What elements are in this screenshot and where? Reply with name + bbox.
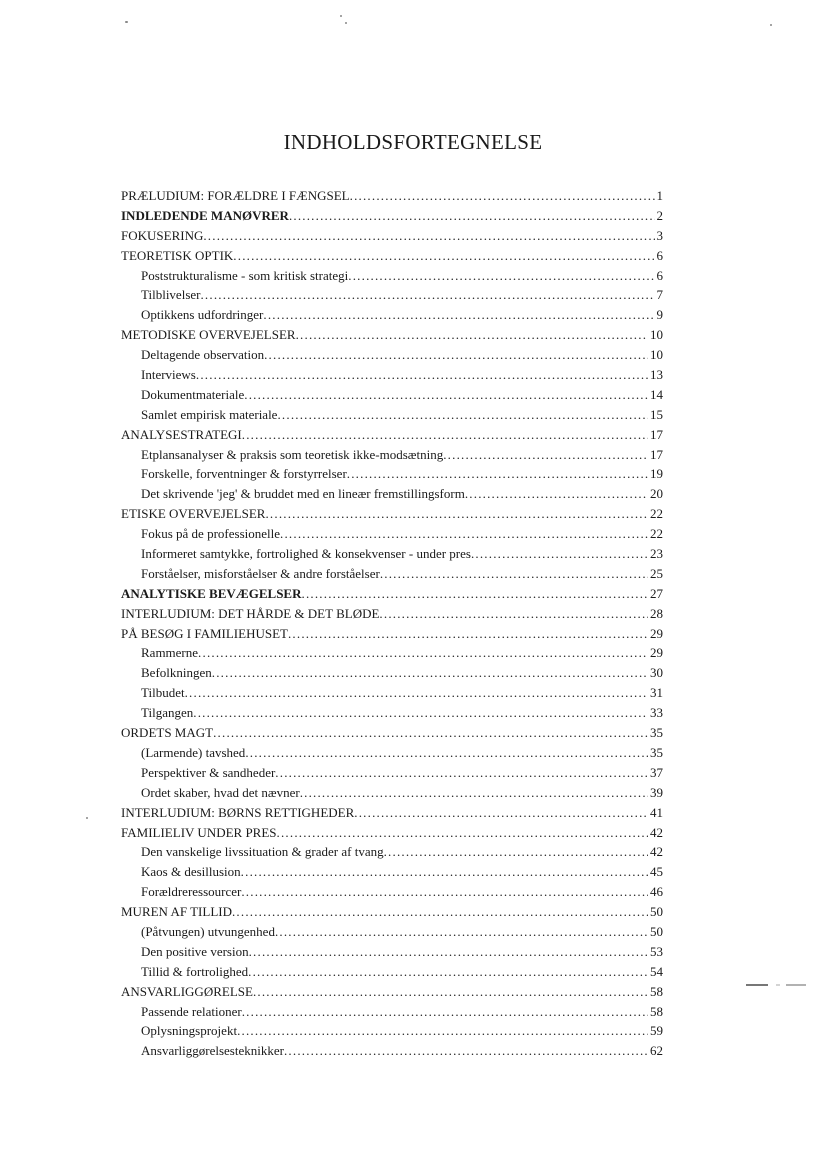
toc-entry bbox=[121, 584, 663, 604]
toc-entry bbox=[121, 962, 663, 982]
toc-entry-label: Rammerne bbox=[141, 645, 199, 661]
toc-entry bbox=[121, 823, 663, 843]
toc-entry-page-number: 58 bbox=[650, 1003, 663, 1019]
toc-dot-leader bbox=[354, 803, 648, 823]
toc-entry-label: Informeret samtykke, fortrolighed & konsekvenser - under pres bbox=[141, 546, 471, 562]
toc-entry bbox=[121, 206, 663, 226]
scan-edge-mark bbox=[746, 983, 806, 987]
toc-dot-leader bbox=[300, 783, 648, 803]
toc-dot-leader bbox=[244, 385, 648, 405]
toc-entry-label: Den vanskelige livssituation & grader af tvang bbox=[141, 844, 384, 860]
toc-entry-label: Tilbudet bbox=[141, 685, 185, 701]
toc-entry-label: Ansvarliggørelsesteknikker bbox=[141, 1043, 284, 1059]
toc-entry-page-number: 35 bbox=[650, 725, 663, 741]
toc-entry-page-number: 33 bbox=[650, 705, 663, 721]
toc-entry-label: FAMILIELIV UNDER PRES bbox=[121, 824, 277, 840]
toc-dot-leader bbox=[277, 823, 648, 843]
scan-speck bbox=[125, 21, 128, 23]
toc-dot-leader bbox=[213, 723, 648, 743]
toc-entry bbox=[121, 1041, 663, 1061]
toc-entry-page-number: 27 bbox=[650, 585, 663, 601]
toc-entry bbox=[121, 882, 663, 902]
toc-entry bbox=[121, 345, 663, 365]
toc-entry-label: Befolkningen bbox=[141, 665, 212, 681]
toc-entry bbox=[121, 186, 663, 206]
toc-dot-leader bbox=[347, 464, 648, 484]
toc-entry bbox=[121, 604, 663, 624]
toc-entry-page-number: 14 bbox=[650, 386, 663, 402]
toc-dot-leader bbox=[296, 325, 648, 345]
toc-entry-page-number: 45 bbox=[650, 864, 663, 880]
toc-entry-label: FOKUSERING bbox=[121, 227, 204, 243]
toc-entry bbox=[121, 266, 663, 286]
toc-entry bbox=[121, 445, 663, 465]
toc-entry bbox=[121, 246, 663, 266]
toc-dot-leader bbox=[232, 902, 648, 922]
toc-entry bbox=[121, 842, 663, 862]
toc-entry bbox=[121, 763, 663, 783]
toc-dot-leader bbox=[284, 1041, 648, 1061]
toc-entry-page-number: 62 bbox=[650, 1043, 663, 1059]
toc-entry bbox=[121, 942, 663, 962]
toc-entry-page-number: 50 bbox=[650, 923, 663, 939]
toc-entry-page-number: 59 bbox=[650, 1023, 663, 1039]
toc-dot-leader bbox=[212, 663, 648, 683]
table-of-contents bbox=[121, 186, 663, 1061]
toc-entry bbox=[121, 226, 663, 246]
toc-entry bbox=[121, 902, 663, 922]
toc-entry-label: INDLEDENDE MANØVRER bbox=[121, 207, 289, 223]
toc-entry-page-number: 10 bbox=[650, 347, 663, 363]
toc-dot-leader bbox=[348, 266, 654, 286]
toc-dot-leader bbox=[471, 544, 648, 564]
toc-entry bbox=[121, 1021, 663, 1041]
toc-entry bbox=[121, 1002, 663, 1022]
toc-entry bbox=[121, 922, 663, 942]
toc-entry-page-number: 17 bbox=[650, 446, 663, 462]
toc-entry bbox=[121, 862, 663, 882]
toc-dot-leader bbox=[275, 763, 648, 783]
toc-entry-page-number: 35 bbox=[650, 744, 663, 760]
toc-entry-label: Det skrivende 'jeg' & bruddet med en lineær fremstillingsform bbox=[141, 486, 465, 502]
toc-entry-page-number: 19 bbox=[650, 466, 663, 482]
toc-entry-page-number: 25 bbox=[650, 565, 663, 581]
toc-entry-page-number: 54 bbox=[650, 963, 663, 979]
toc-entry-label: METODISKE OVERVEJELSER bbox=[121, 327, 296, 343]
toc-entry-label: Kaos & desillusion bbox=[141, 864, 241, 880]
toc-dot-leader bbox=[289, 206, 655, 226]
toc-entry-page-number: 1 bbox=[656, 188, 663, 203]
toc-entry bbox=[121, 484, 663, 504]
toc-dot-leader bbox=[350, 186, 655, 206]
scan-speck bbox=[340, 15, 342, 17]
toc-dot-leader bbox=[277, 405, 648, 425]
toc-entry-label: Etplansanalyser & praksis som teoretisk ikke-modsætning bbox=[141, 446, 444, 462]
toc-dot-leader bbox=[237, 1021, 648, 1041]
toc-dot-leader bbox=[200, 285, 654, 305]
toc-entry-label: Interviews bbox=[141, 367, 196, 383]
toc-dot-leader bbox=[242, 1002, 648, 1022]
toc-entry bbox=[121, 544, 663, 564]
toc-entry-page-number: 29 bbox=[650, 625, 663, 641]
toc-entry bbox=[121, 305, 663, 325]
toc-entry bbox=[121, 365, 663, 385]
toc-entry-label: Forældreressourcer bbox=[141, 884, 242, 900]
toc-entry-label: Ordet skaber, hvad det nævner bbox=[141, 784, 300, 800]
toc-entry-page-number: 10 bbox=[650, 327, 663, 343]
toc-entry bbox=[121, 643, 663, 663]
toc-entry-label: PÅ BESØG I FAMILIEHUSET bbox=[121, 625, 288, 641]
scan-speck bbox=[770, 24, 772, 26]
toc-entry-label: PRÆLUDIUM: FORÆLDRE I FÆNGSEL bbox=[121, 188, 350, 203]
toc-entry-page-number: 6 bbox=[656, 267, 663, 283]
toc-entry-page-number: 29 bbox=[650, 645, 663, 661]
toc-entry-page-number: 22 bbox=[650, 506, 663, 522]
toc-entry bbox=[121, 743, 663, 763]
toc-entry-label: Perspektiver & sandheder bbox=[141, 764, 276, 780]
toc-entry-label: ANALYSESTRATEGI bbox=[121, 426, 242, 442]
toc-entry bbox=[121, 783, 663, 803]
toc-dot-leader bbox=[245, 743, 648, 763]
toc-entry-label: Passende relationer bbox=[141, 1003, 242, 1019]
toc-dot-leader bbox=[288, 624, 648, 644]
toc-entry-page-number: 20 bbox=[650, 486, 663, 502]
toc-entry-label: INTERLUDIUM: BØRNS RETTIGHEDER bbox=[121, 804, 355, 820]
toc-entry-page-number: 42 bbox=[650, 824, 663, 840]
toc-entry-label: MUREN AF TILLID bbox=[121, 904, 232, 920]
toc-entry-page-number: 30 bbox=[650, 665, 663, 681]
toc-dot-leader bbox=[242, 425, 648, 445]
scan-speck bbox=[345, 22, 347, 24]
toc-entry-page-number: 3 bbox=[656, 227, 663, 243]
toc-entry-page-number: 53 bbox=[650, 943, 663, 959]
toc-entry-page-number: 31 bbox=[650, 685, 663, 701]
toc-entry-label: Den positive version bbox=[141, 943, 249, 959]
toc-entry-label: (Larmende) tavshed bbox=[141, 744, 246, 760]
toc-dot-leader bbox=[253, 982, 648, 1002]
toc-entry bbox=[121, 285, 663, 305]
toc-entry-label: Tilgangen bbox=[141, 705, 194, 721]
toc-entry-page-number: 41 bbox=[650, 804, 663, 820]
toc-dot-leader bbox=[196, 365, 648, 385]
toc-entry-page-number: 39 bbox=[650, 784, 663, 800]
toc-entry-label: Tillid & fortrolighed bbox=[141, 963, 249, 979]
toc-entry bbox=[121, 803, 663, 823]
toc-entry-label: TEORETISK OPTIK bbox=[121, 247, 234, 263]
toc-dot-leader bbox=[384, 842, 648, 862]
toc-entry bbox=[121, 325, 663, 345]
toc-entry bbox=[121, 703, 663, 723]
toc-dot-leader bbox=[249, 942, 648, 962]
toc-dot-leader bbox=[380, 564, 648, 584]
toc-dot-leader bbox=[248, 962, 648, 982]
toc-dot-leader bbox=[302, 584, 649, 604]
toc-dot-leader bbox=[263, 305, 654, 325]
toc-entry-page-number: 2 bbox=[656, 207, 663, 223]
toc-entry-page-number: 17 bbox=[650, 426, 663, 442]
toc-entry-label: Forskelle, forventninger & forstyrrelser bbox=[141, 466, 347, 482]
toc-entry-page-number: 6 bbox=[656, 247, 663, 263]
toc-dot-leader bbox=[264, 345, 648, 365]
toc-entry-page-number: 23 bbox=[650, 546, 663, 562]
toc-entry bbox=[121, 504, 663, 524]
toc-dot-leader bbox=[241, 862, 648, 882]
scan-speck bbox=[86, 817, 88, 819]
toc-dot-leader bbox=[241, 882, 648, 902]
toc-dot-leader bbox=[185, 683, 648, 703]
toc-entry bbox=[121, 564, 663, 584]
toc-entry-page-number: 46 bbox=[650, 884, 663, 900]
toc-entry-page-number: 28 bbox=[650, 605, 663, 621]
toc-entry-label: Poststrukturalisme - som kritisk strategi bbox=[141, 267, 349, 283]
toc-entry bbox=[121, 464, 663, 484]
toc-entry-label: Oplysningsprojekt bbox=[141, 1023, 238, 1039]
toc-dot-leader bbox=[465, 484, 648, 504]
toc-entry-page-number: 7 bbox=[656, 287, 663, 303]
toc-entry bbox=[121, 385, 663, 405]
toc-dot-leader bbox=[265, 504, 648, 524]
toc-entry-label: ORDETS MAGT bbox=[121, 725, 214, 741]
toc-entry bbox=[121, 624, 663, 644]
toc-entry bbox=[121, 663, 663, 683]
toc-entry-page-number: 50 bbox=[650, 904, 663, 920]
toc-entry-label: ETISKE OVERVEJELSER bbox=[121, 506, 266, 522]
toc-entry bbox=[121, 405, 663, 425]
toc-entry-label: Forståelser, misforståelser & andre forståelser bbox=[141, 565, 380, 581]
toc-entry-label: Samlet empirisk materiale bbox=[141, 406, 278, 422]
toc-entry-label: Fokus på de professionelle bbox=[141, 526, 281, 542]
toc-entry bbox=[121, 723, 663, 743]
toc-dot-leader bbox=[203, 226, 654, 246]
toc-entry-page-number: 13 bbox=[650, 367, 663, 383]
toc-dot-leader bbox=[198, 643, 648, 663]
toc-entry-page-number: 9 bbox=[656, 307, 663, 323]
toc-entry-label: ANALYTISKE BEVÆGELSER bbox=[121, 585, 302, 601]
toc-entry-page-number: 22 bbox=[650, 526, 663, 542]
toc-entry-label: ANSVARLIGGØRELSE bbox=[121, 983, 253, 999]
page-title: INDHOLDSFORTEGNELSE bbox=[283, 130, 543, 155]
toc-dot-leader bbox=[193, 703, 648, 723]
toc-dot-leader bbox=[280, 524, 648, 544]
toc-dot-leader bbox=[233, 246, 654, 266]
toc-entry-label: (Påtvungen) utvungenhed bbox=[141, 923, 275, 939]
toc-entry-label: Tilblivelser bbox=[141, 287, 201, 303]
toc-entry bbox=[121, 524, 663, 544]
toc-entry-page-number: 58 bbox=[650, 983, 663, 999]
toc-entry-label: Deltagende observation bbox=[141, 347, 265, 363]
toc-entry-page-number: 15 bbox=[650, 406, 663, 422]
toc-entry bbox=[121, 683, 663, 703]
toc-entry bbox=[121, 425, 663, 445]
toc-entry-label: INTERLUDIUM: DET HÅRDE & DET BLØDE bbox=[121, 605, 380, 621]
toc-entry-page-number: 37 bbox=[650, 764, 663, 780]
toc-dot-leader bbox=[275, 922, 648, 942]
toc-entry-page-number: 42 bbox=[650, 844, 663, 860]
toc-entry bbox=[121, 982, 663, 1002]
toc-dot-leader bbox=[379, 604, 648, 624]
toc-dot-leader bbox=[443, 445, 648, 465]
toc-entry-label: Optikkens udfordringer bbox=[141, 307, 264, 323]
toc-entry-label: Dokumentmateriale bbox=[141, 386, 245, 402]
